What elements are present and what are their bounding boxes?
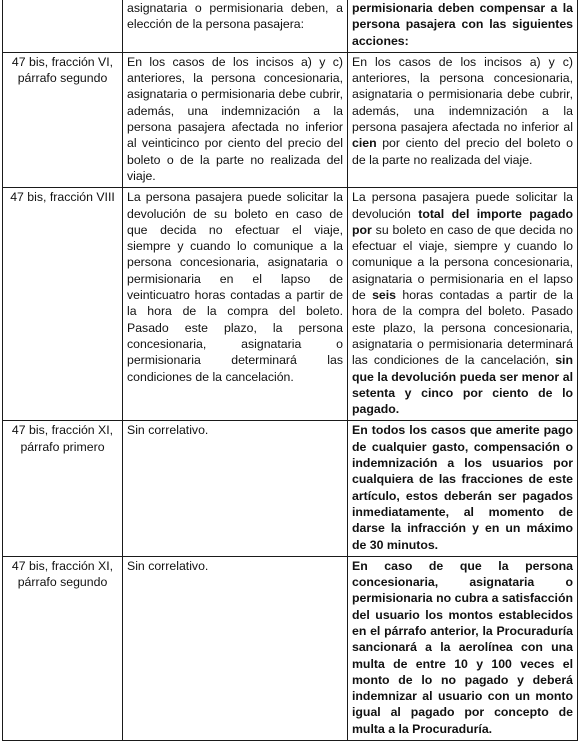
proposed-segment-bold: seis bbox=[372, 288, 396, 303]
comparison-table bbox=[2, 0, 578, 741]
article-reference: 47 bis, fracción XI, párrafo segundo bbox=[3, 556, 123, 740]
proposed-text bbox=[348, 188, 578, 421]
proposed-segment: por ciento del precio del boleto o de la parte no realizada del viaje. bbox=[352, 136, 573, 167]
current-text: En los casos de los incisos a) y c) anteriores, la persona concesionaria, asignataria o permisionaria debe cubrir, además, una indemnización a la persona pasajera afectada no inferior al veinticinco por ciento del precio del boleto o de la parte no realizada del viaje. bbox=[123, 52, 348, 187]
proposed-segment: permisionaria deben compensar a la persona pasajera con las siguientes acciones: bbox=[352, 1, 573, 48]
proposed-segment: La persona pasajera puede solicitar la devolución bbox=[352, 190, 573, 221]
article-reference: 47 bis, fracción VI, párrafo segundo bbox=[3, 52, 123, 187]
proposed-segment-bold: cien bbox=[352, 136, 377, 151]
current-text: Sin correlativo. bbox=[123, 421, 348, 556]
proposed-text bbox=[348, 556, 578, 740]
proposed-segment: horas contadas a partir de la hora de la compra del boleto. Pasado este plazo, la persona concesionaria, asignataria o permisionaria determinará las condiciones de la cancelación, bbox=[352, 288, 573, 368]
proposed-segment-bold: total del importe pagado por bbox=[352, 206, 573, 237]
current-text: Sin correlativo. bbox=[123, 556, 348, 740]
proposed-text bbox=[348, 0, 578, 52]
table-row bbox=[3, 421, 578, 556]
table-row bbox=[3, 556, 578, 740]
article-reference: 47 bis, fracción XI, párrafo primero bbox=[3, 421, 123, 556]
proposed-segment-bold: sin que la devolución pueda ser menor al setenta y cinco por ciento de lo pagado. bbox=[352, 353, 573, 417]
proposed-text bbox=[348, 52, 578, 187]
article-reference bbox=[3, 0, 123, 52]
proposed-text bbox=[348, 421, 578, 556]
current-text: La persona pasajera puede solicitar la devolución de su boleto en caso de que decida no efectuar el viaje, siempre y cuando lo comunique a la persona concesionaria, asignataria o permisionaria en el lapso de veinticuatro horas contadas a partir de la hora de la compra del boleto. Pasado este plazo, la persona concesionaria, asignataria o permisionaria determinará las condiciones de la cancelación. bbox=[123, 188, 348, 421]
proposed-segment: En los casos de los incisos a) y c) anteriores, la persona concesionaria, asignataria o permisionaria debe cubrir, además, una indemnización a la persona pasajera afectada no inferior al bbox=[352, 54, 573, 135]
proposed-segment: su boleto en caso de que decida no efectuar el viaje, siempre y cuando lo comunique a la persona concesionaria, asignataria o permisionaria en el lapso de bbox=[352, 222, 573, 303]
table-row bbox=[3, 52, 578, 187]
table-row bbox=[3, 0, 578, 52]
current-text: asignataria o permisionaria deben, a elección de la persona pasajera: bbox=[123, 0, 348, 52]
table-row bbox=[3, 188, 578, 421]
proposed-segment-bold: En caso de que la persona concesionaria, asignataria o permisionaria no cubra a satisfacción del usuario los montos establecidos en el párrafo anterior, la Procuraduría sancionará a la aerolínea con una multa de entre 10 y 100 veces el monto de lo no pagado y deberá indemnizar al usuario con un monto igual al pagado por concepto de multa a la Procuraduría. bbox=[352, 558, 573, 736]
proposed-segment-bold: En todos los casos que amerite pago de cualquier gasto, compensación o indemnización a los usuarios por cualquiera de las fracciones de este artículo, estos deberán ser pagados inmediatamente, al momento de darse la infracción y en un máximo de 30 minutos. bbox=[352, 423, 573, 552]
article-reference: 47 bis, fracción VIII bbox=[3, 188, 123, 421]
